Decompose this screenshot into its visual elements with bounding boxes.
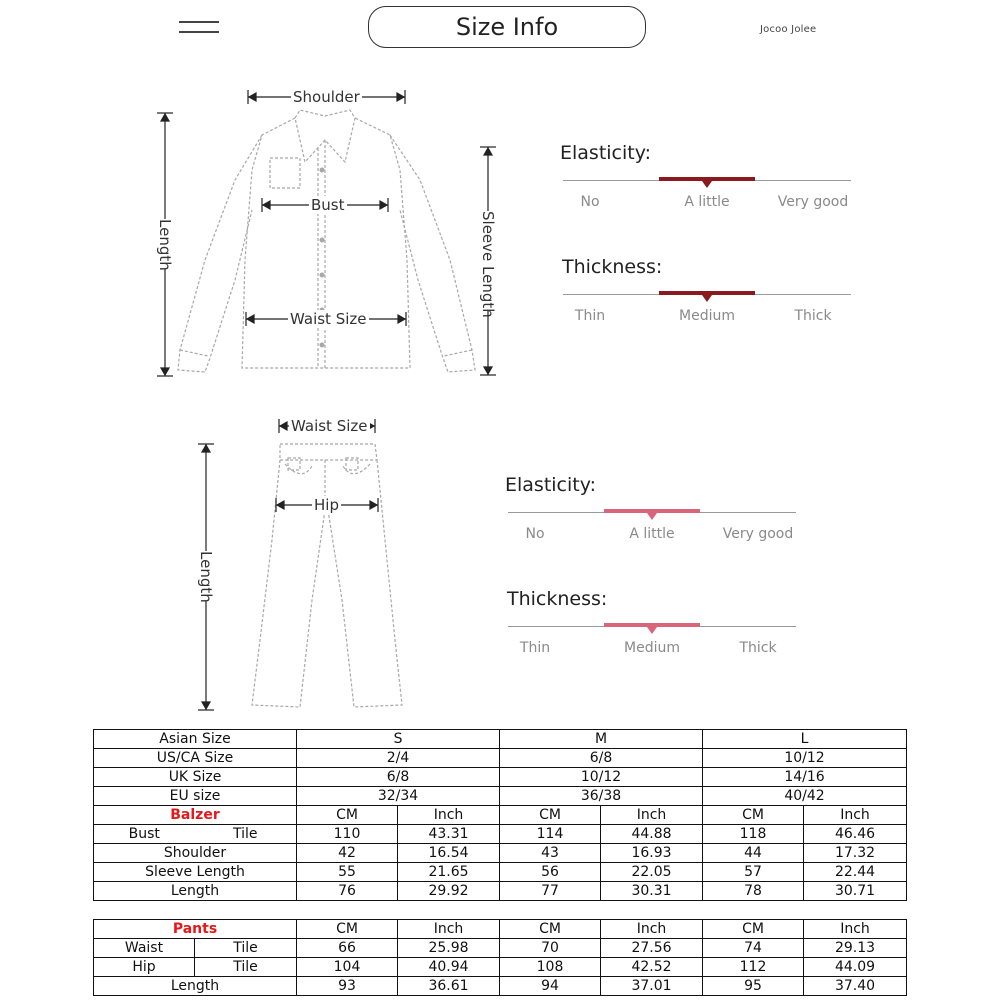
value-cell: 36.61 bbox=[398, 977, 500, 996]
row-sublabel: Tile bbox=[195, 825, 297, 844]
row-label: Sleeve Length bbox=[94, 863, 297, 882]
row-label: UK Size bbox=[94, 768, 297, 787]
unit-cell: CM bbox=[297, 920, 398, 939]
table-row bbox=[94, 958, 907, 977]
elasticity-option: No bbox=[525, 526, 545, 542]
value-cell: 110 bbox=[297, 825, 398, 844]
elasticity-marker-bottom bbox=[647, 513, 657, 520]
value-cell: 94 bbox=[500, 977, 601, 996]
unit-header-row bbox=[94, 920, 907, 939]
table-row bbox=[94, 825, 907, 844]
us-size-row bbox=[94, 749, 907, 768]
shirt-length-label: Length bbox=[156, 219, 174, 271]
value-cell: 27.56 bbox=[601, 939, 703, 958]
row-label: Bust bbox=[94, 825, 195, 844]
bust-label: Bust bbox=[311, 196, 345, 214]
row-label: Shoulder bbox=[94, 844, 297, 863]
row-label: Length bbox=[94, 882, 297, 901]
size-cell: 40/42 bbox=[703, 787, 907, 806]
value-cell: 70 bbox=[500, 939, 601, 958]
value-cell: 43.31 bbox=[398, 825, 500, 844]
table-row bbox=[94, 882, 907, 901]
shoulder-label: Shoulder bbox=[293, 88, 360, 106]
value-cell: 77 bbox=[500, 882, 601, 901]
table-row bbox=[94, 939, 907, 958]
sleeve-length-label: Sleeve Length bbox=[479, 211, 497, 318]
unit-cell: CM bbox=[500, 920, 601, 939]
value-cell: 17.32 bbox=[804, 844, 907, 863]
size-cell: 6/8 bbox=[297, 768, 500, 787]
unit-cell: Inch bbox=[398, 806, 500, 825]
row-sublabel: Tile bbox=[195, 958, 297, 977]
size-cell: 14/16 bbox=[703, 768, 907, 787]
table-row bbox=[94, 977, 907, 996]
value-cell: 21.65 bbox=[398, 863, 500, 882]
value-cell: 74 bbox=[703, 939, 804, 958]
asian-size-row bbox=[94, 730, 907, 749]
value-cell: 46.46 bbox=[804, 825, 907, 844]
row-label: Asian Size bbox=[94, 730, 297, 749]
value-cell: 30.71 bbox=[804, 882, 907, 901]
size-cell: L bbox=[703, 730, 907, 749]
row-label: US/CA Size bbox=[94, 749, 297, 768]
value-cell: 37.01 bbox=[601, 977, 703, 996]
value-cell: 78 bbox=[703, 882, 804, 901]
pants-length-label: Length bbox=[197, 551, 215, 603]
thickness-marker-top bbox=[702, 295, 712, 302]
unit-cell: Inch bbox=[398, 920, 500, 939]
table-row bbox=[94, 863, 907, 882]
size-cell: 10/12 bbox=[500, 768, 703, 787]
elasticity-option: Very good bbox=[722, 526, 794, 542]
value-cell: 56 bbox=[500, 863, 601, 882]
row-label: EU size bbox=[94, 787, 297, 806]
value-cell: 29.13 bbox=[804, 939, 907, 958]
value-cell: 93 bbox=[297, 977, 398, 996]
thickness-option: Thin bbox=[519, 640, 551, 656]
row-sublabel: Tile bbox=[195, 939, 297, 958]
elasticity-label-bottom: Elasticity: bbox=[505, 474, 596, 496]
value-cell: 118 bbox=[703, 825, 804, 844]
section-label: Balzer bbox=[94, 806, 297, 825]
size-cell: 32/34 bbox=[297, 787, 500, 806]
table-row bbox=[94, 844, 907, 863]
thickness-option: Thin bbox=[574, 308, 606, 324]
value-cell: 42 bbox=[297, 844, 398, 863]
brand-name: Jocoo Jolee bbox=[760, 24, 817, 35]
unit-cell: Inch bbox=[601, 920, 703, 939]
thickness-option: Thick bbox=[739, 640, 777, 656]
pants-waist-label: Waist Size bbox=[291, 417, 368, 435]
value-cell: 37.40 bbox=[804, 977, 907, 996]
unit-cell: Inch bbox=[804, 920, 907, 939]
value-cell: 25.98 bbox=[398, 939, 500, 958]
value-cell: 42.52 bbox=[601, 958, 703, 977]
blazer-size-table bbox=[93, 729, 907, 901]
thickness-option: Thick bbox=[794, 308, 832, 324]
size-cell: M bbox=[500, 730, 703, 749]
row-label: Hip bbox=[94, 958, 195, 977]
thickness-option: Medium bbox=[624, 640, 680, 656]
elasticity-option: Very good bbox=[777, 194, 849, 210]
value-cell: 76 bbox=[297, 882, 398, 901]
value-cell: 16.93 bbox=[601, 844, 703, 863]
size-cell: S bbox=[297, 730, 500, 749]
size-cell: 6/8 bbox=[500, 749, 703, 768]
size-cell: 2/4 bbox=[297, 749, 500, 768]
value-cell: 44 bbox=[703, 844, 804, 863]
eu-size-row bbox=[94, 787, 907, 806]
uk-size-row bbox=[94, 768, 907, 787]
value-cell: 104 bbox=[297, 958, 398, 977]
unit-cell: Inch bbox=[601, 806, 703, 825]
size-cell: 36/38 bbox=[500, 787, 703, 806]
thickness-label-bottom: Thickness: bbox=[507, 588, 608, 610]
unit-cell: CM bbox=[703, 806, 804, 825]
row-label: Length bbox=[94, 977, 297, 996]
value-cell: 22.05 bbox=[601, 863, 703, 882]
value-cell: 108 bbox=[500, 958, 601, 977]
elasticity-option: A little bbox=[629, 526, 675, 542]
pants-diagram bbox=[0, 400, 520, 720]
shirt-diagram bbox=[0, 0, 520, 400]
elasticity-option: No bbox=[580, 194, 600, 210]
thickness-label-top: Thickness: bbox=[562, 256, 663, 278]
value-cell: 114 bbox=[500, 825, 601, 844]
value-cell: 55 bbox=[297, 863, 398, 882]
value-cell: 44.09 bbox=[804, 958, 907, 977]
size-cell: 10/12 bbox=[703, 749, 907, 768]
value-cell: 112 bbox=[703, 958, 804, 977]
value-cell: 43 bbox=[500, 844, 601, 863]
section-label: Pants bbox=[94, 920, 297, 939]
unit-cell: CM bbox=[297, 806, 398, 825]
value-cell: 22.44 bbox=[804, 863, 907, 882]
unit-cell: Inch bbox=[804, 806, 907, 825]
value-cell: 44.88 bbox=[601, 825, 703, 844]
value-cell: 40.94 bbox=[398, 958, 500, 977]
elasticity-option: A little bbox=[684, 194, 730, 210]
elasticity-marker-top bbox=[702, 181, 712, 188]
pants-size-table bbox=[93, 919, 907, 996]
unit-cell: CM bbox=[703, 920, 804, 939]
thickness-marker-bottom bbox=[647, 627, 657, 634]
value-cell: 57 bbox=[703, 863, 804, 882]
row-label: Waist bbox=[94, 939, 195, 958]
value-cell: 30.31 bbox=[601, 882, 703, 901]
value-cell: 66 bbox=[297, 939, 398, 958]
page-title: Size Info bbox=[368, 6, 646, 48]
value-cell: 29.92 bbox=[398, 882, 500, 901]
value-cell: 16.54 bbox=[398, 844, 500, 863]
shirt-waist-label: Waist Size bbox=[290, 310, 367, 328]
value-cell: 95 bbox=[703, 977, 804, 996]
thickness-option: Medium bbox=[679, 308, 735, 324]
hip-label: Hip bbox=[314, 496, 339, 514]
unit-header-row bbox=[94, 806, 907, 825]
unit-cell: CM bbox=[500, 806, 601, 825]
elasticity-label-top: Elasticity: bbox=[560, 142, 651, 164]
